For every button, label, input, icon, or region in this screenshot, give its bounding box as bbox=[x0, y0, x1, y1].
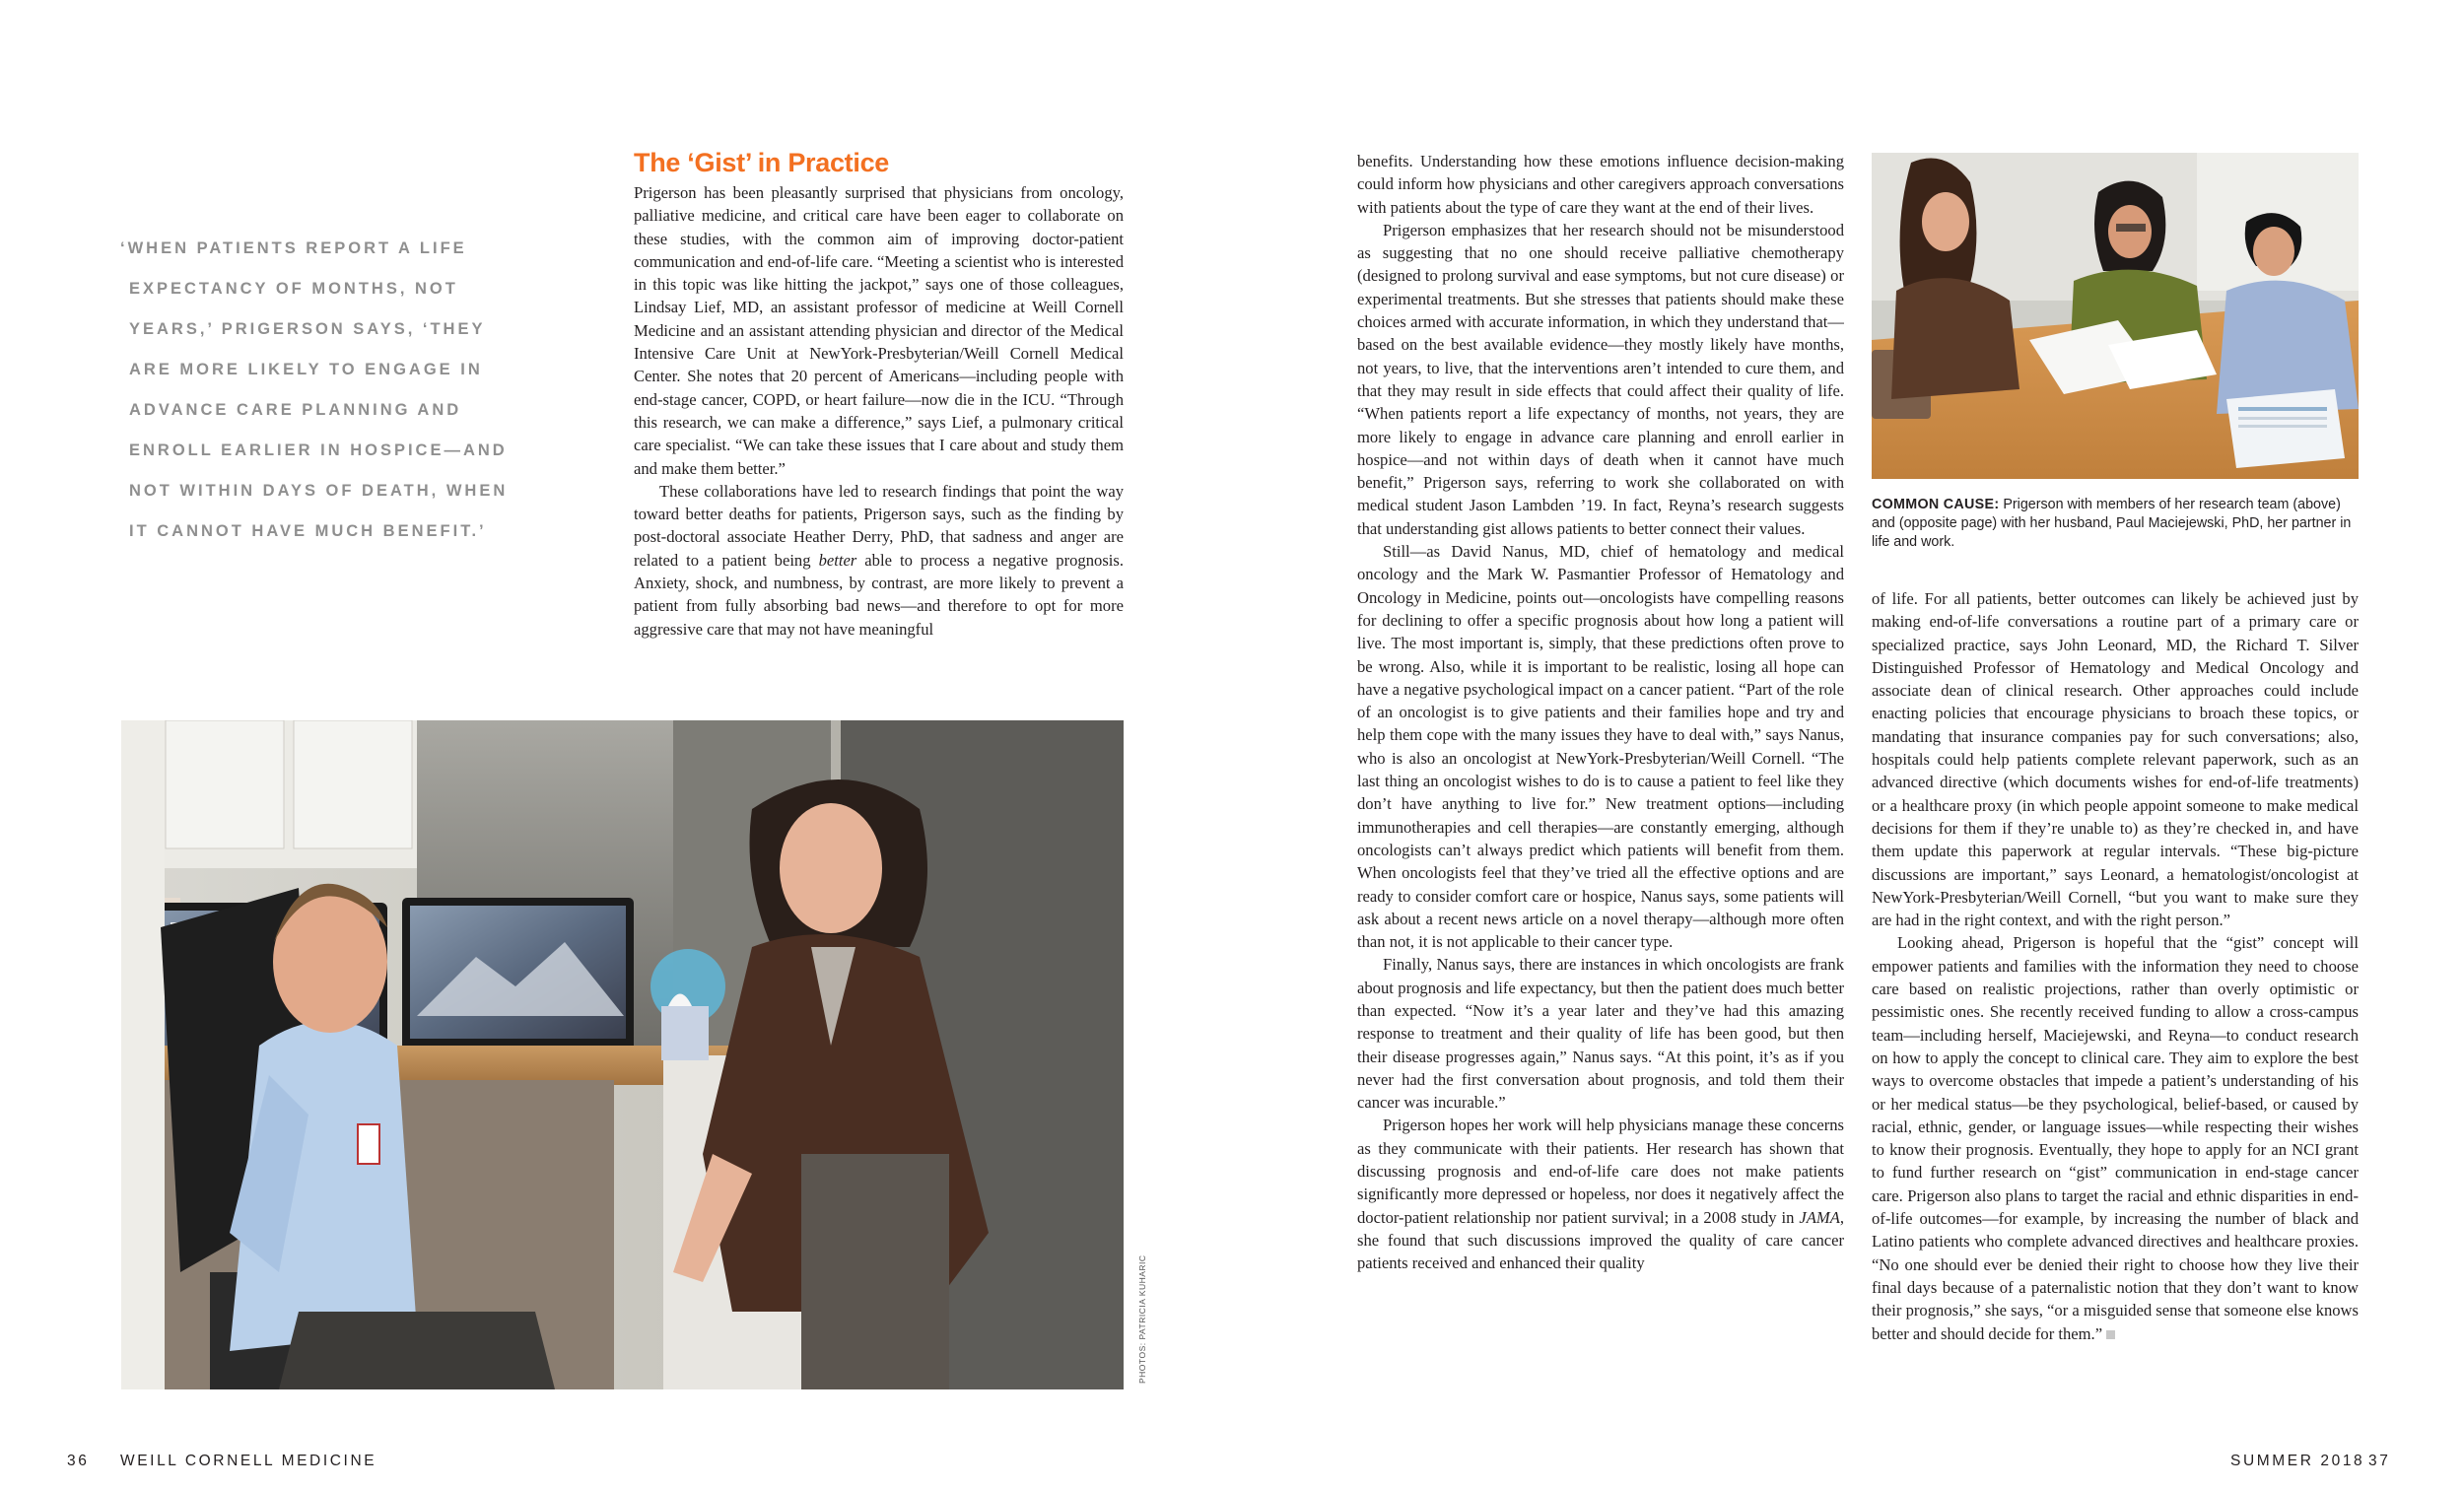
emphasis-text: better bbox=[818, 550, 857, 570]
end-of-article-mark bbox=[2106, 1330, 2115, 1339]
text-run: , she found that such discussions improved the quality of care cancer patients received and enhanced their quality bbox=[1357, 1207, 1844, 1273]
text-run: Prigerson hopes her work will help physicians manage these concerns as they communicate with their patients. Her research has shown that discussing prognosis and end-of-life care does not make patients significantly more depressed or hopeless, nor does it negatively affect the doctor-patient relationship nor patient survival; in a 2008 study in bbox=[1357, 1116, 1844, 1227]
photo-caption bbox=[1872, 496, 2359, 552]
paragraph: Finally, Nanus says, there are instances in which oncologists are frank about prognosis and life expectancy, but then the patient does much better than expected. “Now it’s a year later and they’ve had this amazing response to treatment and their quality of life has been good, but then their disease progresses again,” Nanus says. “At this point, it’s as if you never had the first conversation about prognosis, and told them their cancer was incurable.” bbox=[1357, 955, 1844, 1113]
text-run: Looking ahead, Prigerson is hopeful that the “gist” concept will empower patients and families with the information they need to choose care based on realistic projections, rather than overly optimistic or pessimistic ones. She recently received funding to allow a cross-campus team—including herself, Maciejewski, and Reyna—to conduct research on how to apply the concept to clinical care. They aim to explore the best ways to overcome obstacles that impede a patient’s understanding of his or her medical status—be they psychological, belief-based, or caused by racial, ethnic, gender, or language issues—while respecting their wishes to know their prognosis. Eventually, they hope to apply for an NCI grant to fund further research on “gist” communication in end-stage cancer care. Prigerson also plans to target the racial and ethnic disparities in end-of-life outcomes—for example, by increasing the number of black and Latino patients who complete advanced directives and healthcare proxies. “No one should ever be denied their right to choose how they live their final days because of a paternalistic notion that they don’t want to know their prognosis,” she says, “or a misguided sense that someone else knows better and should decide for them.” bbox=[1872, 933, 2359, 1343]
article-column-3 bbox=[1872, 587, 2359, 1401]
issue-date: SUMMER 2018 bbox=[2230, 1453, 2365, 1469]
photo-credit: PHOTOS: PATRICIA KUHARIC bbox=[1137, 1254, 1147, 1384]
paragraph bbox=[1357, 1114, 1844, 1274]
pull-quote-line: YEARS,’ PRIGERSON SAYS, ‘THEY bbox=[129, 320, 486, 338]
paragraph: benefits. Understanding how these emotions influence decision-making could inform how physicians and other caregivers approach conversations with patients about the type of care they want at the end of their lives. bbox=[1357, 152, 1844, 217]
pull-quote-line: ‘WHEN PATIENTS REPORT A LIFE bbox=[120, 239, 467, 257]
text-run: These collaborations have led to research findings that point the way toward better deaths for patients, Prigerson says, such as the finding by post-doctoral associate Heather Derry, PhD, that sadness and anger are related to a patient being bbox=[634, 481, 1124, 570]
team-photo-illustration bbox=[1872, 153, 2359, 479]
pull-quote-line: EXPECTANCY OF MONTHS, NOT bbox=[129, 280, 458, 298]
paragraph bbox=[634, 480, 1124, 641]
paragraph: Prigerson emphasizes that her research should not be misunderstood as suggesting that no one should receive palliative chemotherapy (designed to prolong survival and ease symptoms, but not cure disease) or experimental treatments. But she stresses that patients should make these choices armed with accurate information, in which they understand that—based on the best available evidence—they mostly likely have months, not years, to live, that the interventions aren’t intended to cure them, and that they may result in side effects that could affect their quality of life. “When patients report a life expectancy of months, not years, they are more likely to engage in advance care planning and enroll earlier in hospice—and not within days of death when it cannot have much benefit,” Prigerson says, referring to work she collaborated on with medical student Jason Lambden ’19. In fact, Reyna’s research suggests that understanding gist allows patients to better connect their values. bbox=[1357, 220, 1844, 538]
caption-text: Prigerson with members of her research team (above) and (opposite page) with her husband, Paul Maciejewski, PhD, her partner in life and work. bbox=[1872, 497, 2352, 550]
pull-quote bbox=[120, 229, 509, 552]
paragraph: Still—as David Nanus, MD, chief of hematology and medical oncology and the Mark W. Pasmantier Professor of Hematology and Oncology in Medicine, points out—oncologists have compelling reasons for declining to offer a specific prognosis about how long a patient will live. The most important is, simply, that these predictions often prove to be wrong. Also, while it is important to be realistic, losing all hope can have a negative psychological impact on a cancer patient. “Part of the role of an oncologist is to give patients and their families hope and try and help them cope with the many issues they have to deal with,” says Nanus, who is also an oncologist at NewYork-Presbyterian/Weill Cornell. “The last thing an oncologist wishes to do is to cause a patient to feel like they don’t have anything to live for.” New treatment options—including immunotherapies and cell therapies—are constantly emerging, although oncologists can’t always predict which patients will benefit from them. When oncologists feel that they’ve tried all the effective options and are ready to consider comfort care or hospice, Nanus says, some patients will ask about a recent news article on a novel therapy—although more often than not, it is not applicable to their cancer type. bbox=[1357, 542, 1844, 952]
photo-research-team bbox=[1872, 153, 2359, 479]
paragraph: of life. For all patients, better outcomes can likely be achieved just by making end-of-life conversations a routine part of a primary care or specialized practice, says John Leonard, MD, the Richard T. Silver Distinguished Professor of Hematology and Medical Oncology and associate dean of clinical research. Other approaches could include enacting policies that encourage physicians to broach these topics, or mandating that insurance companies pay for such conversations; also, hospitals could help patients complete relevant paperwork, such as an advanced directive (which documents wishes for end-of-life treatments) or a healthcare proxy (in which people appoint someone to make medical decisions for them if they’re unable to) as they’re checked in, and have them update this paperwork at regular intervals. “These big-picture discussions are important,” says Leonard, a hematologist/oncologist at NewYork-Presbyterian/Weill Cornell, “but you want to make sure they are had in the right context, and with the right person.” bbox=[1872, 589, 2359, 930]
article-column-1 bbox=[634, 181, 1124, 669]
page-number-right: 37 bbox=[2368, 1453, 2391, 1469]
pull-quote-line: ENROLL EARLIER IN HOSPICE—AND bbox=[129, 441, 508, 459]
pull-quote-line: IT CANNOT HAVE MUCH BENEFIT.’ bbox=[129, 522, 487, 540]
publication-name: WEILL CORNELL MEDICINE bbox=[120, 1453, 377, 1469]
pull-quote-line: ADVANCE CARE PLANNING AND bbox=[129, 401, 462, 419]
section-heading: The ‘Gist’ in Practice bbox=[634, 148, 889, 177]
emphasis-text: JAMA bbox=[1799, 1207, 1840, 1227]
office-photo-illustration bbox=[121, 720, 1124, 1389]
pull-quote-line: NOT WITHIN DAYS OF DEATH, WHEN bbox=[129, 482, 509, 500]
text-run: able to process a negative prognosis. Anxiety, shock, and numbness, by contrast, are more likely to prevent a patient from fully absorbing bad news—and therefore to opt for more aggressive care that may not have meaningful bbox=[634, 550, 1124, 639]
paragraph bbox=[1872, 931, 2359, 1344]
photo-prigerson-and-husband bbox=[121, 720, 1124, 1389]
paragraph: Prigerson has been pleasantly surprised that physicians from oncology, palliative medicine, and critical care have been eager to collaborate on these studies, with the common aim of improving doctor-patient communication and end-of-life care. “Meeting a scientist who is interested in this topic was like hitting the jackpot,” says one of those colleagues, Lindsay Lief, MD, an assistant professor of medicine at Weill Cornell Medicine and an assistant attending physician and director of the Medical Intensive Care Unit at NewYork-Presbyterian/Weill Cornell Medical Center. She notes that 20 percent of Americans—including people with end-stage cancer, COPD, or heart failure—now die in the ICU. “Through this research, we can make a difference,” says Lief, a pulmonary critical care specialist. “We can take these issues that I care about and study them and make them better.” bbox=[634, 183, 1124, 478]
pull-quote-line: ARE MORE LIKELY TO ENGAGE IN bbox=[129, 361, 483, 378]
article-column-2 bbox=[1357, 150, 1844, 1399]
page-number-left: 36 bbox=[67, 1453, 90, 1469]
caption-label: COMMON CAUSE: bbox=[1872, 497, 2000, 512]
